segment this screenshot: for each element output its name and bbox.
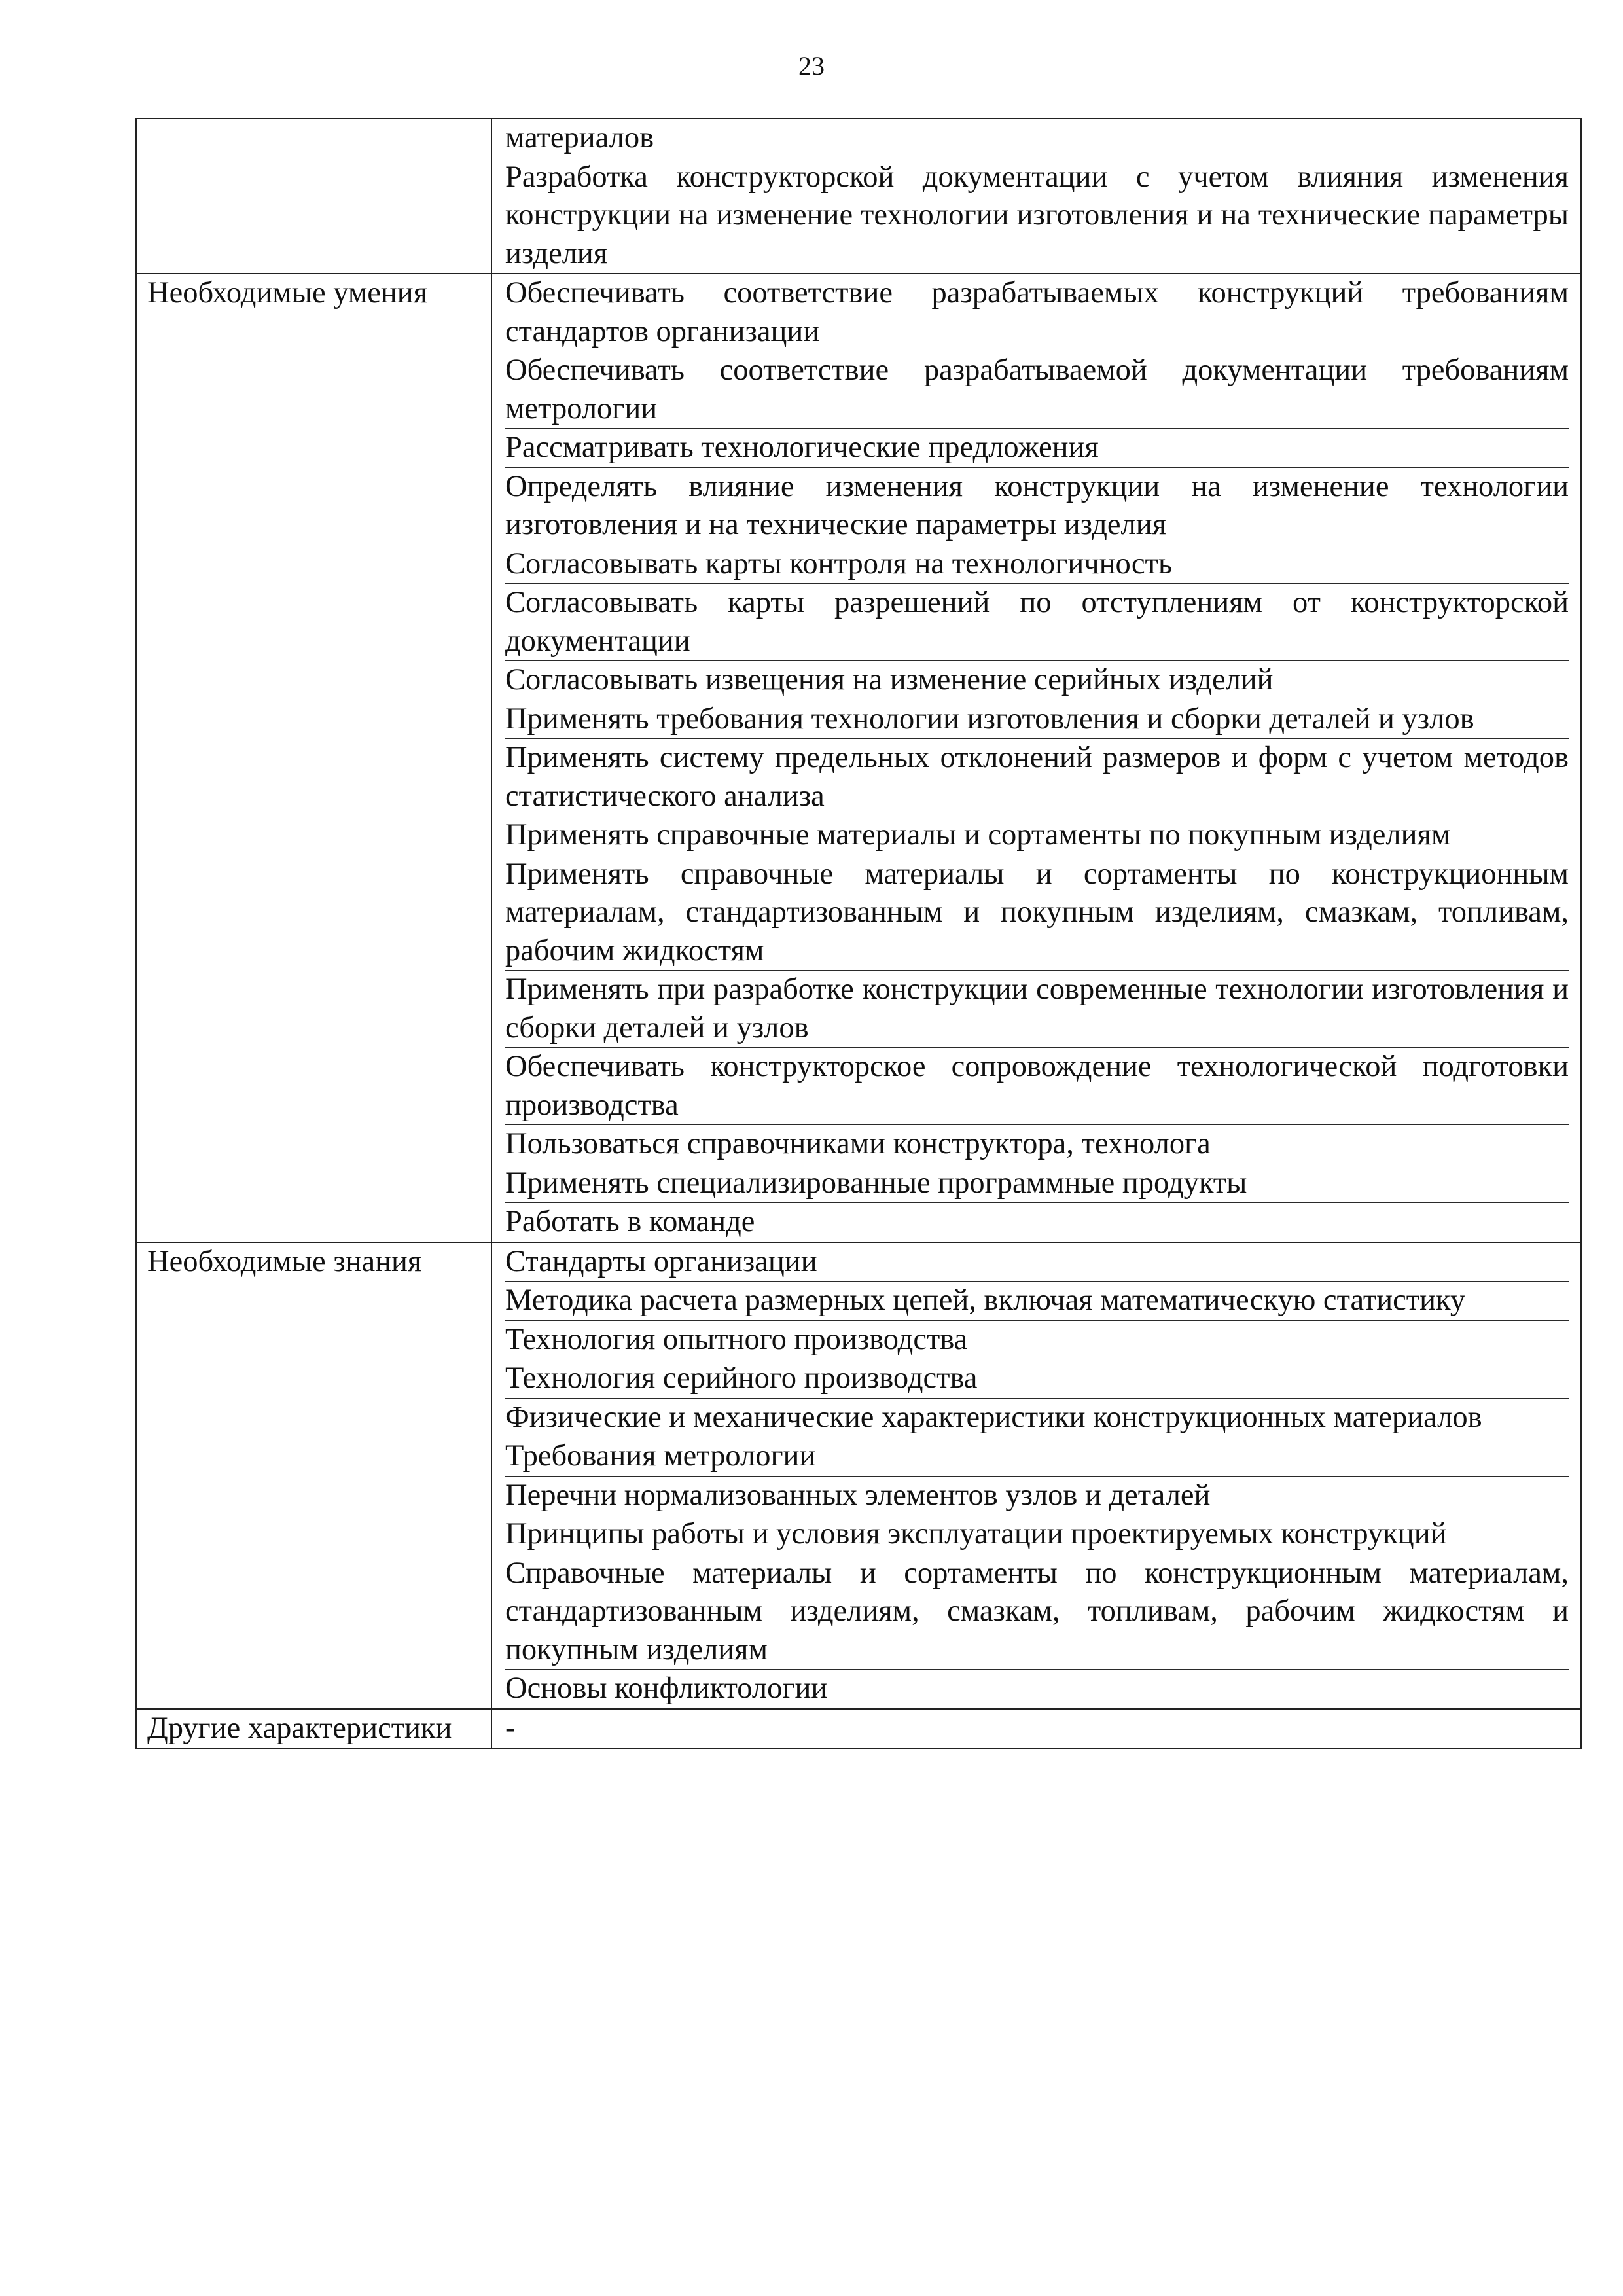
list-item: Стандарты организации [505,1243,1569,1282]
list-item: Согласовывать карты разрешений по отступлениям от конструкторской документации [505,584,1569,661]
row-label-cell [136,1242,491,1709]
list-item: Требования метрологии [505,1437,1569,1477]
list-item: - [505,1711,516,1745]
row-label-cell [136,274,491,1242]
list-item: Применять систему предельных отклонений размеров и форм с учетом методов статистического анализа [505,739,1569,816]
list-item: Справочные материалы и сортаменты по конструкционным материалам, стандартизованным изделиям, смазкам, топливам, рабочим жидкостям и покупным изделиям [505,1554,1569,1670]
row-label-cell [136,118,491,274]
list-item: материалов [505,119,1569,158]
row-items-cell [491,274,1581,1242]
table-row [136,1709,1581,1749]
table-row [136,1242,1581,1709]
requirements-table [135,118,1582,1749]
list-item: Пользоваться справочниками конструктора, технолога [505,1125,1569,1164]
list-item: Применять специализированные программные продукты [505,1164,1569,1204]
list-item: Обеспечивать соответствие разрабатываемых конструкций требованиям стандартов организации [505,274,1569,351]
list-item: Методика расчета размерных цепей, включая математическую статистику [505,1282,1569,1321]
list-item: Перечни нормализованных элементов узлов и деталей [505,1477,1569,1516]
row-items-cell [491,118,1581,274]
list-item: Применять требования технологии изготовления и сборки деталей и узлов [505,700,1569,740]
row-label: Необходимые умения [147,276,428,310]
row-label-cell [136,1709,491,1749]
list-item: Обеспечивать соответствие разрабатываемой документации требованиям метрологии [505,351,1569,429]
list-item: Применять справочные материалы и сортаменты по конструкционным материалам, стандартизованным и покупным изделиям, смазкам, топливам, рабочим жидкостям [505,855,1569,971]
list-item: Обеспечивать конструкторское сопровождение технологической подготовки производства [505,1048,1569,1125]
list-item: Физические и механические характеристики конструкционных материалов [505,1399,1569,1438]
list-item: Основы конфликтологии [505,1672,828,1705]
list-item: Применять при разработке конструкции современные технологии изготовления и сборки деталей и узлов [505,971,1569,1048]
row-label: Другие характеристики [147,1711,452,1745]
list-item: Согласовывать карты контроля на технологичность [505,545,1569,584]
table-body [136,118,1581,1748]
row-items-cell [491,1709,1581,1749]
list-item: Применять справочные материалы и сортаменты по покупным изделиям [505,816,1569,855]
list-item: Технология серийного производства [505,1359,1569,1399]
list-item: Определять влияние изменения конструкции на изменение технологии изготовления и на технические параметры изделия [505,468,1569,545]
list-item: Рассматривать технологические предложения [505,429,1569,468]
list-item: Работать в команде [505,1205,755,1238]
page-number: 23 [798,51,825,81]
list-item: Разработка конструкторской документации с учетом влияния изменения конструкции на изменение технологии изготовления и на технические параметры изделия [505,160,1569,270]
list-item: Согласовывать извещения на изменение серийных изделий [505,661,1569,700]
list-item: Принципы работы и условия эксплуатации проектируемых конструкций [505,1515,1569,1554]
row-items-cell [491,1242,1581,1709]
table-row [136,118,1581,274]
table-row [136,274,1581,1242]
list-item: Технология опытного производства [505,1321,1569,1360]
row-label: Необходимые знания [147,1244,422,1278]
